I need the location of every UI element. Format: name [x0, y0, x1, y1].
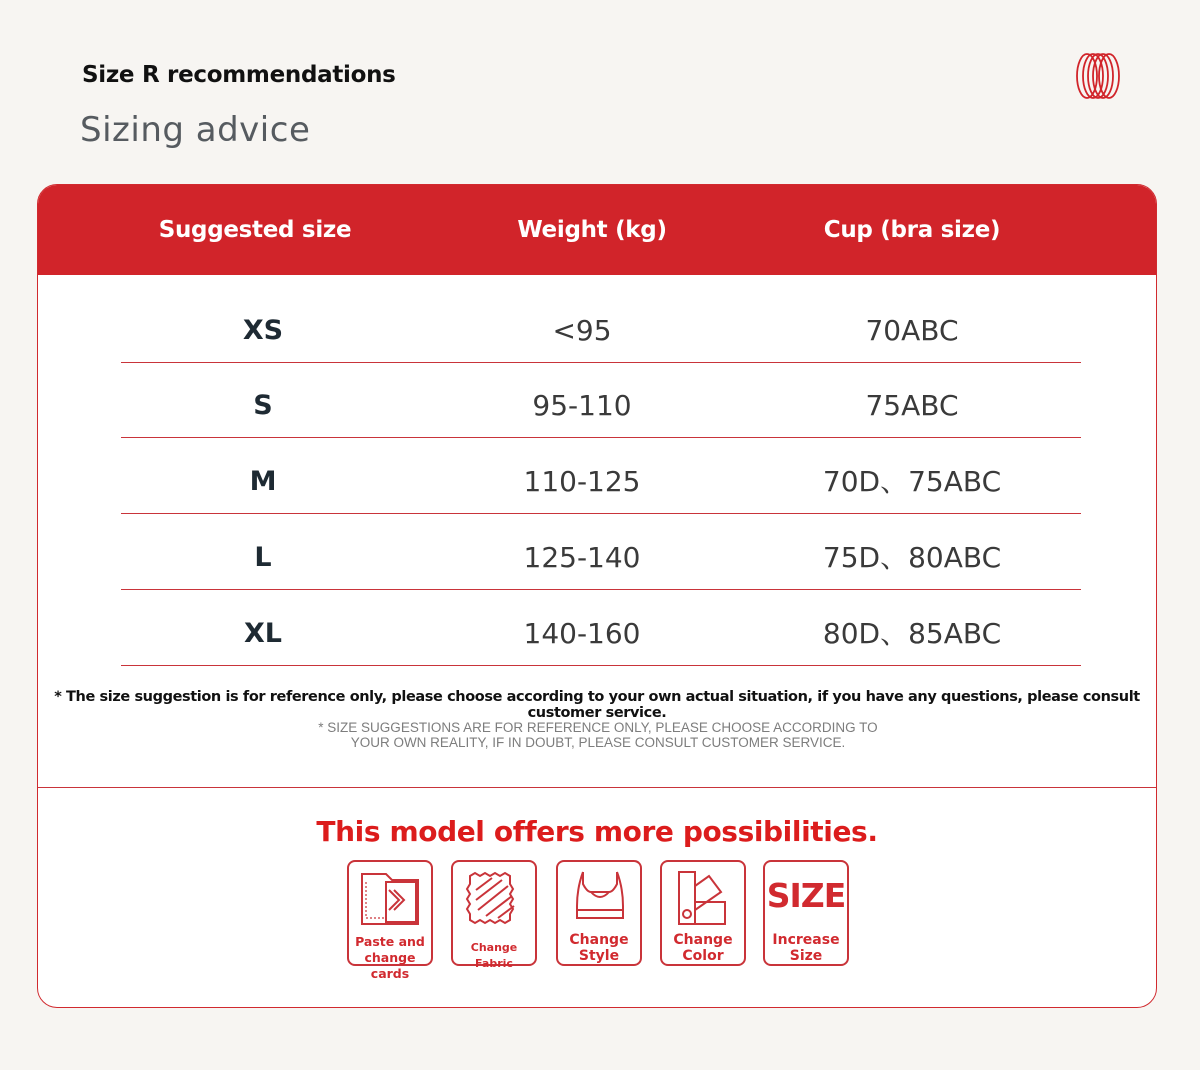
- feature-change-fabric: [451, 860, 537, 970]
- feature-label-line: Change: [673, 932, 733, 948]
- column-header-weight: Weight (kg): [517, 217, 667, 243]
- weight-cell: <95: [552, 314, 612, 347]
- table-row: [121, 590, 1081, 666]
- size-chart-card: [37, 184, 1157, 1008]
- feature-label-line: Increase: [772, 932, 840, 948]
- fabric-icon: [460, 868, 530, 928]
- disclaimer-note: * The size suggestion is for reference only, please choose according to your own actual situation, if you have any questions, please consult customer service.: [54, 689, 1140, 721]
- cup-cell: 80D、85ABC: [822, 617, 1002, 650]
- feature-paste-change-cards: [347, 860, 433, 981]
- disclaimer-caps-line: YOUR OWN REALITY, IF IN DOUBT, PLEASE CONSULT CUSTOMER SERVICE.: [350, 735, 846, 750]
- cup-cell: 70D、75ABC: [822, 465, 1002, 498]
- color-swatch-icon: [669, 868, 739, 928]
- table-row: [121, 514, 1081, 590]
- feature-label: [558, 932, 640, 964]
- table-row: [121, 438, 1081, 514]
- feature-increase-size: [763, 860, 849, 966]
- cup-cell: 75ABC: [865, 389, 959, 422]
- page-title: Size R recommendations: [82, 62, 396, 88]
- size-cell: L: [254, 542, 272, 573]
- feature-label-line: Style: [578, 948, 620, 964]
- feature-label: [349, 934, 431, 982]
- cup-cell: 75D、80ABC: [822, 541, 1002, 574]
- table-row: [121, 362, 1081, 438]
- section-divider: [38, 787, 1156, 788]
- size-cell: M: [249, 466, 277, 497]
- feature-change-color: [660, 860, 746, 966]
- column-header-size: Suggested size: [158, 217, 352, 243]
- feature-change-style: [556, 860, 642, 966]
- size-cell: XS: [242, 315, 284, 346]
- disclaimer-caps-line: * SIZE SUGGESTIONS ARE FOR REFERENCE ONLY, PLEASE CHOOSE ACCORDING TO: [318, 720, 878, 735]
- weight-cell: 125-140: [523, 541, 641, 574]
- table-header: [38, 185, 1156, 275]
- feature-label: [662, 932, 744, 964]
- feature-label-line: Color: [682, 948, 724, 964]
- cards-swap-icon: [356, 868, 426, 928]
- promo-title: This model offers more possibilities.: [316, 815, 878, 848]
- column-header-cup: Cup (bra size): [823, 217, 1001, 243]
- feature-label-line: Paste and: [355, 934, 425, 949]
- feature-list: [347, 860, 867, 981]
- size-cell: XL: [243, 618, 283, 649]
- weight-cell: 95-110: [532, 389, 632, 422]
- feature-label-line: Size: [789, 948, 823, 964]
- weight-cell: 110-125: [523, 465, 641, 498]
- size-cell: S: [253, 390, 273, 421]
- disclaimer-note-caps: [238, 720, 958, 750]
- cup-cell: 70ABC: [865, 314, 959, 347]
- weight-cell: 140-160: [523, 617, 641, 650]
- size-text-icon: SIZE: [766, 876, 846, 915]
- table-row: [121, 287, 1081, 363]
- feature-label: [765, 932, 847, 964]
- ring-coil-icon: [1074, 52, 1122, 100]
- feature-label-line: Change: [569, 932, 629, 948]
- feature-label: Change Fabric: [470, 941, 518, 970]
- sports-bra-icon: [565, 868, 635, 928]
- feature-label-line: change cards: [364, 950, 416, 981]
- page-subtitle: Sizing advice: [80, 110, 311, 150]
